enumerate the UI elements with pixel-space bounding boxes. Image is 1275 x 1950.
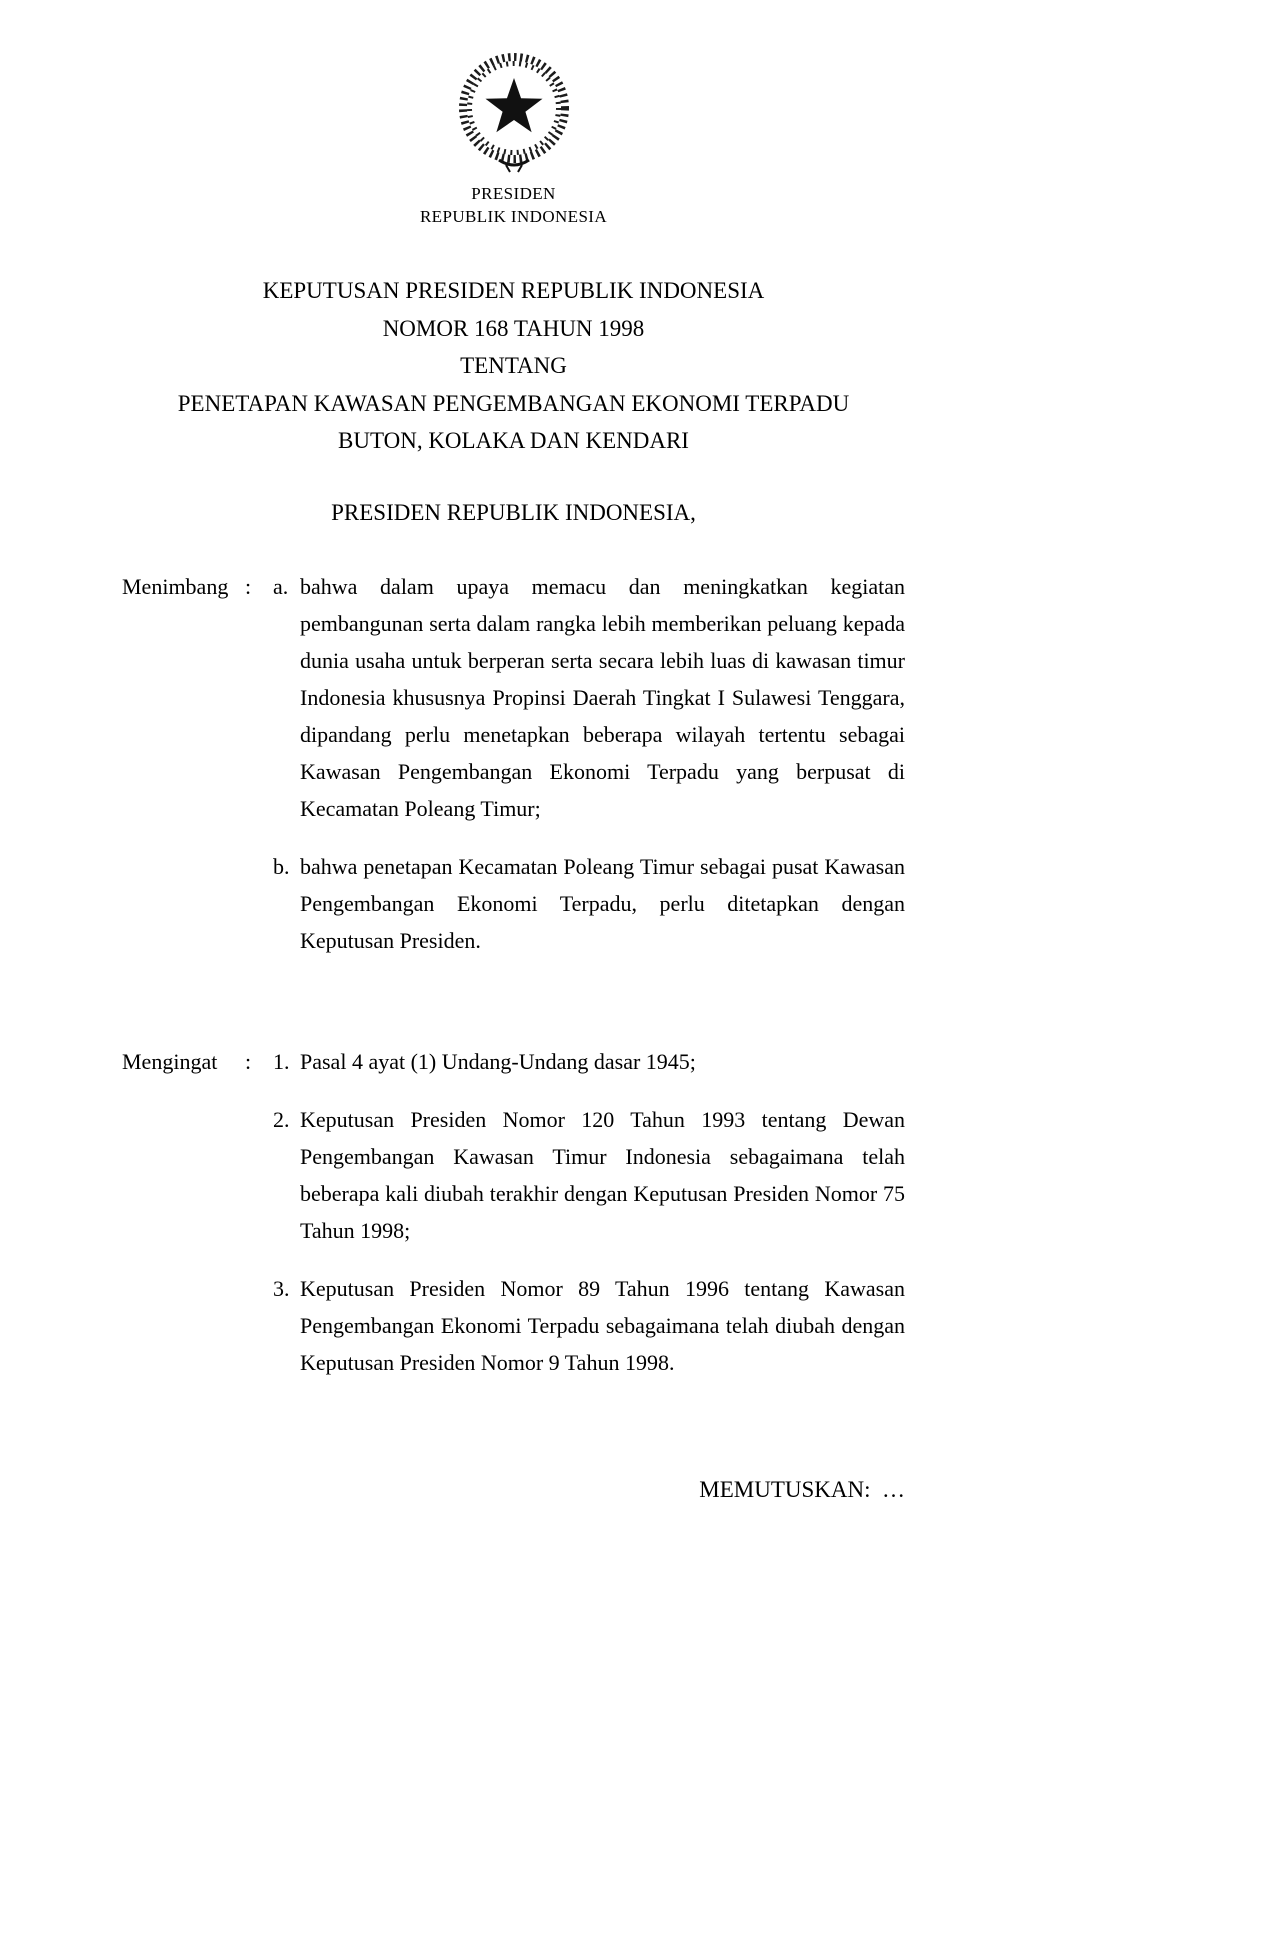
considering-separator: : <box>245 573 252 599</box>
item-text: Keputusan Presiden Nomor 89 Tahun 1996 tentang Kawasan Pengembangan Ekonomi Terpadu sebagaimana telah diubah dengan Keputusan Presiden Nomor 9 Tahun 1998. <box>300 1275 905 1375</box>
item-marker: 1. <box>273 1048 290 1074</box>
item-marker: 3. <box>273 1275 290 1301</box>
national-emblem-icon <box>450 46 578 176</box>
item-marker: 2. <box>273 1106 290 1132</box>
item-text: bahwa dalam upaya memacu dan meningkatkan kegiatan pembangunan serta dalam rangka lebih memberikan peluang kepada dunia usaha untuk berperan serta secara lebih luas di kawasan timur Indonesia khususnya Propinsi Daerah Tingkat I Sulawesi Tenggara, dipandang perlu menetapkan beberapa wilayah tertentu sebagai Kawasan Pengembangan Ekonomi Terpadu yang berpusat di Kecamatan Poleang Timur; <box>300 573 905 821</box>
item-marker: a. <box>273 573 289 599</box>
recalling-section <box>122 1043 905 1381</box>
recalling-label: Mengingat <box>122 1048 218 1074</box>
considering-item-a <box>273 568 905 827</box>
salutation-line: PRESIDEN REPUBLIK INDONESIA, <box>331 499 696 525</box>
item-marker: b. <box>273 853 290 879</box>
item-text: Pasal 4 ayat (1) Undang-Undang dasar 1945; <box>300 1048 696 1074</box>
recalling-separator: : <box>245 1048 252 1074</box>
title-line-2: NOMOR 168 TAHUN 1998 <box>382 315 645 341</box>
considering-label: Menimbang <box>122 573 229 599</box>
considering-item-b <box>273 848 905 959</box>
title-line-3: TENTANG <box>460 353 567 378</box>
considering-section <box>122 568 905 959</box>
recalling-item-1 <box>273 1043 905 1080</box>
title-block <box>122 272 905 460</box>
letterhead-republik-indonesia: REPUBLIK INDONESIA <box>419 207 608 226</box>
letterhead <box>122 46 905 228</box>
item-text: bahwa penetapan Kecamatan Poleang Timur sebagai pusat Kawasan Pengembangan Ekonomi Terpadu, perlu ditetapkan dengan Keputusan Presiden. <box>300 853 905 953</box>
letterhead-presiden: PRESIDEN <box>471 184 556 203</box>
item-text: Keputusan Presiden Nomor 120 Tahun 1993 tentang Dewan Pengembangan Kawasan Timur Indonesia sebagaimana telah beberapa kali diubah terakhir dengan Keputusan Presiden Nomor 75 Tahun 1998; <box>300 1106 905 1243</box>
title-line-1: KEPUTUSAN PRESIDEN REPUBLIK INDONESIA <box>262 278 765 303</box>
memutuskan-line: MEMUTUSKAN: … <box>699 1476 905 1502</box>
recalling-items <box>273 1043 905 1381</box>
recalling-item-3 <box>273 1270 905 1381</box>
title-line-4: PENETAPAN KAWASAN PENGEMBANGAN EKONOMI TERPADU <box>177 390 850 416</box>
title-line-5: BUTON, KOLAKA DAN KENDARI <box>338 428 689 453</box>
recalling-item-2 <box>273 1101 905 1249</box>
considering-items <box>273 568 905 959</box>
